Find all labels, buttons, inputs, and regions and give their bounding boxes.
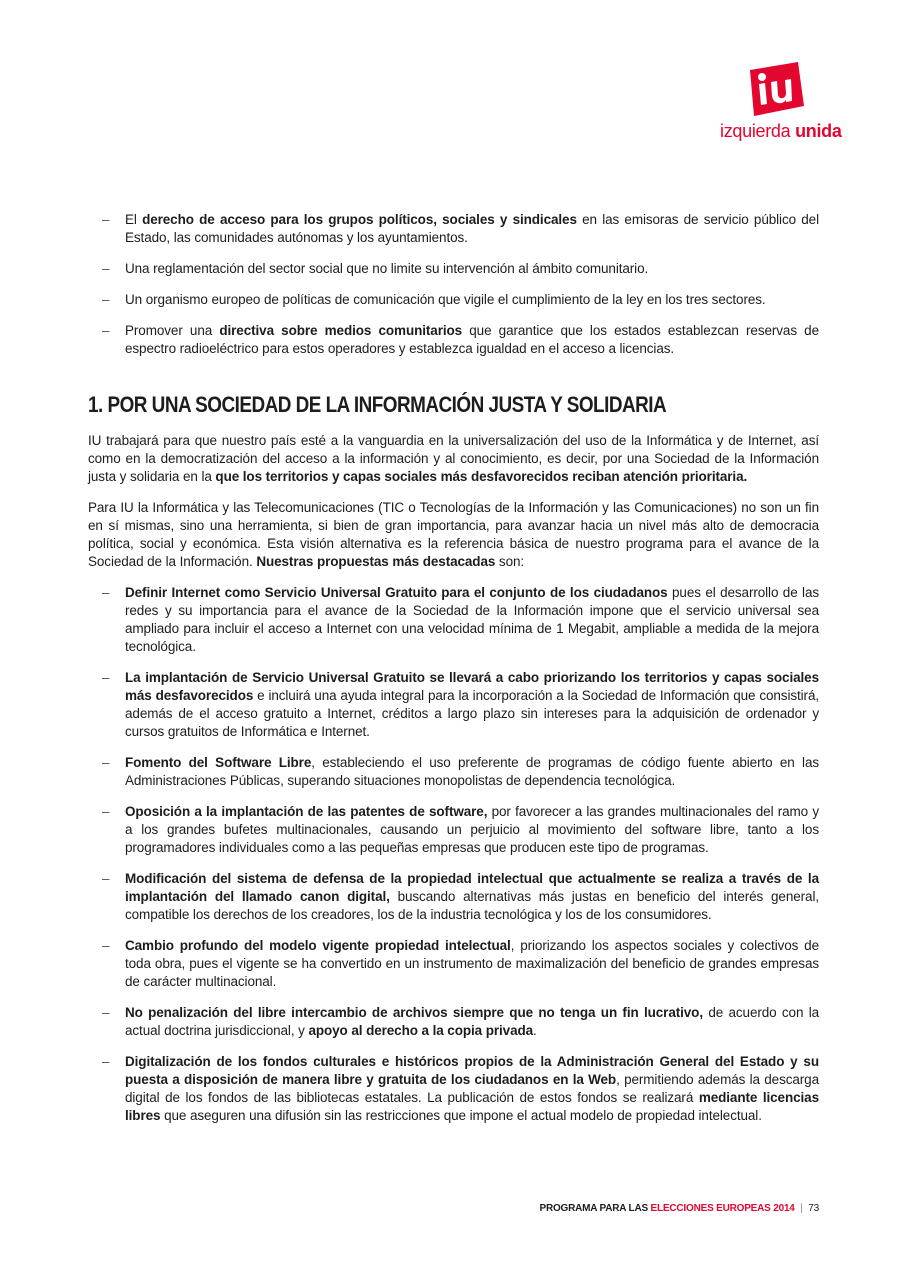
proposal-item: – Oposición a la implantación de las patentes de software, por favorecer a las grandes multinacionales del ramo y a los grandes bufetes multinacionales, causando un perjuicio al movimiento del software libre, tanto a los programadores individuales como a las pequeñas empresas que producen este tipo de programas. [88, 803, 819, 857]
logo-name-part1: izquierda [720, 121, 791, 141]
footer-label: PROGRAMA PARA LAS [539, 1203, 648, 1214]
logo-name-part2: unida [795, 121, 842, 141]
proposal-item: – Cambio profundo del modelo vigente propiedad intelectual, priorizando los aspectos sociales y colectivos de toda obra, pues el vigente se ha convertido en un instrumento de maximalización del beneficio de grandes empresas de carácter multinacional. [88, 937, 819, 991]
proposal-item: – Fomento del Software Libre, estableciendo el uso preferente de programas de código fuente abierto en las Administraciones Públicas, superando situaciones monopolistas de dependencia tecnológica. [88, 754, 819, 790]
proposal-item: – La implantación de Servicio Universal Gratuito se llevará a cabo priorizando los territorios y capas sociales más desfavorecidos e incluirá una ayuda integral para la incorporación a la Sociedad de Información que consistirá, además de el acceso gratuito a Internet, créditos a largo plazo sin intereses para la adquisición de ordenador y cursos gratuitos de Informática e Internet. [88, 669, 819, 741]
list-item: – El derecho de acceso para los grupos políticos, sociales y sindicales en las emisoras de servicio público del Estado, las comunidades autónomas y los ayuntamientos. [88, 211, 819, 247]
proposal-item: – No penalización del libre intercambio de archivos siempre que no tenga un fin lucrativo, de acuerdo con la actual doctrina jurisdiccional, y apoyo al derecho a la copia privada. [88, 1004, 819, 1040]
logo-wordmark [720, 121, 842, 141]
proposal-item: – Digitalización de los fondos culturales e históricos propios de la Administración General del Estado y su puesta a disposición de manera libre y gratuita de los ciudadanos en la Web, permitiendo además la descarga digital de los fondos de las bibliotecas estatales. La publicación de estos fondos se realizará mediante licencias libres que aseguren una difusión sin las restricciones que impone el actual modelo de propiedad intelectual. [88, 1053, 819, 1125]
list-item: – Un organismo europeo de políticas de comunicación que vigile el cumplimiento de la ley en los tres sectores. [88, 291, 819, 309]
list-item: – Promover una directiva sobre medios comunitarios que garantice que los estados establezcan reservas de espectro radioeléctrico para estos operadores y establezca igualdad en el acceso a licencias. [88, 322, 819, 358]
page-content [88, 211, 819, 1138]
iu-logo-icon [744, 60, 806, 118]
proposals-list [88, 584, 819, 1125]
section-heading: 1. POR UNA SOCIEDAD DE LA INFORMACIÓN JUSTA Y SOLIDARIA [88, 392, 667, 417]
list-item: – Una reglamentación del sector social que no limite su intervención al ámbito comunitario. [88, 260, 819, 278]
proposal-item: – Modificación del sistema de defensa de la propiedad intelectual que actualmente se realiza a través de la implantación del llamado canon digital, buscando alternativas más justas en beneficio del interés general, compatible los derechos de los creadores, los de la industria tecnológica y los de los consumidores. [88, 870, 819, 924]
footer-accent: ELECCIONES EUROPEAS 2014 [650, 1203, 795, 1214]
party-logo [720, 60, 842, 141]
top-list [88, 211, 819, 358]
footer-separator: | [800, 1203, 803, 1214]
proposal-item: – Definir Internet como Servicio Universal Gratuito para el conjunto de los ciudadanos pues el desarrollo de las redes y su importancia para el avance de la Sociedad de la Información impone que el servicio universal sea ampliado para incluir el acceso a Internet con una velocidad mínima de 1 Megabit, ampliable a medida de la mejora tecnológica. [88, 584, 819, 656]
intro-paragraph: IU trabajará para que nuestro país esté a la vanguardia en la universalización del uso de la Informática y de Internet, así como en la democratización del acceso a la información y al conocimiento, es decir, por una Sociedad de la Información justa y solidaria en la que los territorios y capas sociales más desfavorecidos reciban atención prioritaria. [88, 433, 819, 484]
context-paragraph: Para IU la Informática y las Telecomunicaciones (TIC o Tecnologías de la Información y las Comunicaciones) no son un fin en sí mismas, sino una herramienta, si bien de gran importancia, para avanzar hacia un nivel más alto de democracia política, social y económica. Esta visión alternativa es la referencia básica de nuestro programa para el avance de la Sociedad de la Información. Nuestras propuestas más destacadas son: [88, 500, 819, 569]
page-footer [539, 1203, 819, 1214]
page-number: 73 [808, 1203, 819, 1214]
